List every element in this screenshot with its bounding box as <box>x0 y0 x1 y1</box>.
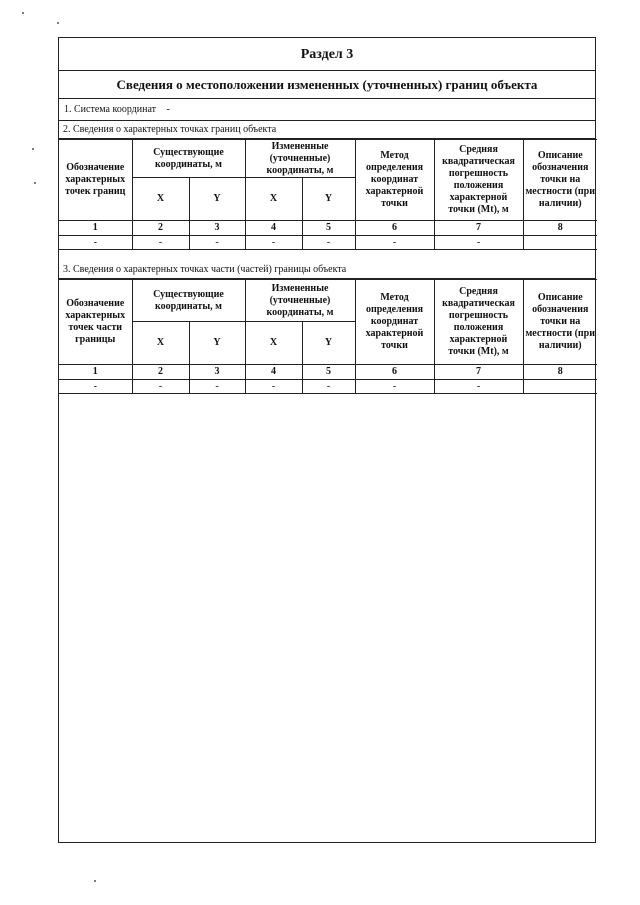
coordinate-system-value: - <box>166 104 170 115</box>
column-number: 3 <box>189 365 245 380</box>
table-cell: - <box>434 380 523 394</box>
column-number: 4 <box>245 365 302 380</box>
column-number: 1 <box>59 365 132 380</box>
scan-speck <box>57 22 59 24</box>
coordinate-system-row <box>59 99 595 121</box>
table-cell: - <box>59 236 132 250</box>
col-error: Средняя квадратическая погрешность положения характерной точки (Mt), м <box>434 280 523 365</box>
col-existing-y: Y <box>189 322 245 365</box>
table-cell: - <box>355 236 434 250</box>
col-description: Описание обозначения точки на местности (при наличии) <box>523 140 597 221</box>
col-changed-coords: Измененные (уточненные) координаты, м <box>245 140 355 178</box>
table-cell: - <box>189 236 245 250</box>
col-existing-x: X <box>132 322 189 365</box>
col-existing-coords: Существующие координаты, м <box>132 280 245 322</box>
col-description: Описание обозначения точки на местности (при наличии) <box>523 280 597 365</box>
col-changed-x: X <box>245 322 302 365</box>
scan-speck <box>22 12 24 14</box>
col-method: Метод определения координат характерной точки <box>355 280 434 365</box>
column-number: 5 <box>302 365 355 380</box>
section-subtitle: Сведения о местоположении измененных (уточненных) границ объекта <box>59 71 595 99</box>
boundary-points-table <box>59 139 597 250</box>
col-changed-x: X <box>245 178 302 221</box>
table-cell: - <box>59 380 132 394</box>
coordinate-system-label: 1. Система координат <box>64 104 157 115</box>
col-designation: Обозначение характерных точек границ <box>59 140 132 221</box>
table-cell: - <box>189 380 245 394</box>
column-number: 8 <box>523 365 597 380</box>
column-number: 4 <box>245 221 302 236</box>
column-numbers-row <box>59 365 597 380</box>
table-cell: - <box>245 380 302 394</box>
table-cell: - <box>355 380 434 394</box>
column-number: 2 <box>132 221 189 236</box>
document-frame <box>58 37 596 843</box>
scan-speck <box>34 182 36 184</box>
table-cell: - <box>132 236 189 250</box>
column-number: 3 <box>189 221 245 236</box>
table-cell: - <box>245 236 302 250</box>
part-boundary-points-table <box>59 279 597 394</box>
table-row <box>59 236 597 250</box>
col-error: Средняя квадратическая погрешность положения характерной точки (Mt), м <box>434 140 523 221</box>
col-designation: Обозначение характерных точек части границы <box>59 280 132 365</box>
header-row <box>59 280 597 322</box>
header-row <box>59 140 597 178</box>
scan-speck <box>94 880 96 882</box>
column-numbers-row <box>59 221 597 236</box>
table-cell: - <box>302 236 355 250</box>
scan-speck <box>32 148 34 150</box>
table-cell: - <box>434 236 523 250</box>
table-row <box>59 380 597 394</box>
column-number: 5 <box>302 221 355 236</box>
boundary-points-label: 2. Сведения о характерных точках границ объекта <box>59 121 595 139</box>
col-existing-coords: Существующие координаты, м <box>132 140 245 178</box>
col-changed-y: Y <box>302 322 355 365</box>
col-changed-y: Y <box>302 178 355 221</box>
column-number: 8 <box>523 221 597 236</box>
col-existing-x: X <box>132 178 189 221</box>
section-title: Раздел 3 <box>59 38 595 71</box>
table-cell <box>523 380 597 394</box>
col-existing-y: Y <box>189 178 245 221</box>
table-cell: - <box>302 380 355 394</box>
table-cell <box>523 236 597 250</box>
column-number: 6 <box>355 221 434 236</box>
col-changed-coords: Измененные (уточненные) координаты, м <box>245 280 355 322</box>
table-cell: - <box>132 380 189 394</box>
col-method: Метод определения координат характерной точки <box>355 140 434 221</box>
column-number: 1 <box>59 221 132 236</box>
column-number: 7 <box>434 221 523 236</box>
part-boundary-points-label: 3. Сведения о характерных точках части (частей) границы объекта <box>59 261 595 279</box>
column-number: 7 <box>434 365 523 380</box>
column-number: 2 <box>132 365 189 380</box>
column-number: 6 <box>355 365 434 380</box>
